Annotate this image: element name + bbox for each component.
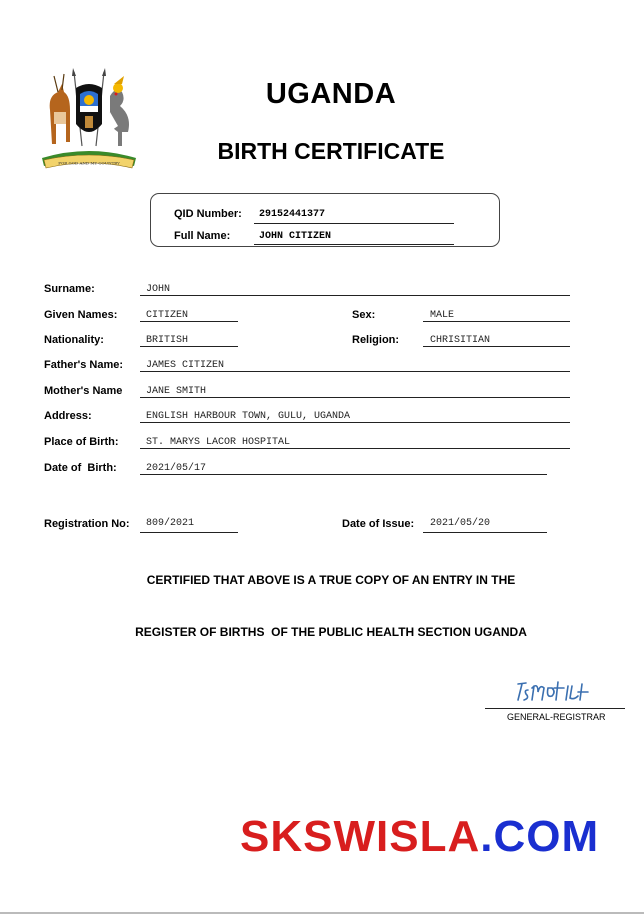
crest-motto: FOR GOD AND MY COUNTRY	[58, 160, 120, 166]
date-of-issue-underline	[423, 532, 547, 533]
surname-value: JOHN	[146, 284, 171, 295]
nationality-value: BRITISH	[146, 335, 189, 346]
certification-line-2: REGISTER OF BIRTHS OF THE PUBLIC HEALTH SECTION UGANDA	[135, 625, 527, 639]
registration-no-value: 809/2021	[146, 518, 195, 529]
date-of-issue-label: Date of Issue:	[342, 518, 415, 530]
fullname-label: Full Name:	[174, 230, 231, 242]
watermark	[240, 812, 599, 862]
religion-value: CHRISITIAN	[430, 335, 491, 346]
signature-line	[485, 708, 625, 709]
nationality-underline	[140, 346, 238, 347]
watermark-part-2: COM	[493, 812, 600, 861]
date-of-birth-value: 2021/05/17	[146, 463, 207, 474]
surname-underline	[140, 295, 570, 296]
watermark-part-1: SKSWISLA	[240, 812, 481, 861]
place-of-birth-underline	[140, 448, 570, 449]
mother-label: Mother's Name	[44, 385, 123, 397]
page-bottom-border	[0, 912, 644, 914]
address-label: Address:	[44, 410, 92, 422]
country-title: UGANDA	[265, 78, 397, 110]
registrar-title: GENERAL-REGISTRAR	[507, 712, 606, 722]
fullname-value: JOHN CITIZEN	[259, 231, 332, 242]
qid-value: 29152441377	[259, 209, 326, 220]
given-names-label: Given Names:	[44, 309, 118, 321]
address-value: ENGLISH HARBOUR TOWN, GULU, UGANDA	[146, 411, 351, 422]
mother-underline	[140, 397, 570, 398]
document-title: BIRTH CERTIFICATE	[217, 138, 445, 164]
address-underline	[140, 422, 570, 423]
nationality-label: Nationality:	[44, 334, 104, 346]
registration-no-underline	[140, 532, 238, 533]
date-of-birth-underline	[140, 474, 547, 475]
qid-underline	[254, 223, 454, 224]
surname-label: Surname:	[44, 283, 95, 295]
mother-value: JANE SMITH	[146, 386, 207, 397]
certification-line-1: CERTIFIED THAT ABOVE IS A TRUE COPY OF AN ENTRY IN THE	[146, 573, 516, 587]
religion-label: Religion:	[352, 334, 400, 346]
given-names-underline	[140, 321, 238, 322]
fullname-underline	[254, 244, 454, 245]
signature-icon	[512, 678, 596, 706]
date-of-birth-label: Date of Birth:	[44, 462, 117, 474]
watermark-dot: .	[480, 812, 494, 861]
place-of-birth-label: Place of Birth:	[44, 436, 119, 448]
date-of-issue-value: 2021/05/20	[430, 518, 491, 529]
given-names-value: CITIZEN	[146, 310, 189, 321]
registration-no-label: Registration No:	[44, 518, 130, 530]
sex-underline	[423, 321, 570, 322]
place-of-birth-value: ST. MARYS LACOR HOSPITAL	[146, 437, 291, 448]
qid-label: QID Number:	[174, 208, 242, 220]
father-value: JAMES CITIZEN	[146, 360, 225, 371]
religion-underline	[423, 346, 570, 347]
sex-value: MALE	[430, 310, 455, 321]
sex-label: Sex:	[352, 309, 376, 321]
father-label: Father's Name:	[44, 359, 124, 371]
father-underline	[140, 371, 570, 372]
